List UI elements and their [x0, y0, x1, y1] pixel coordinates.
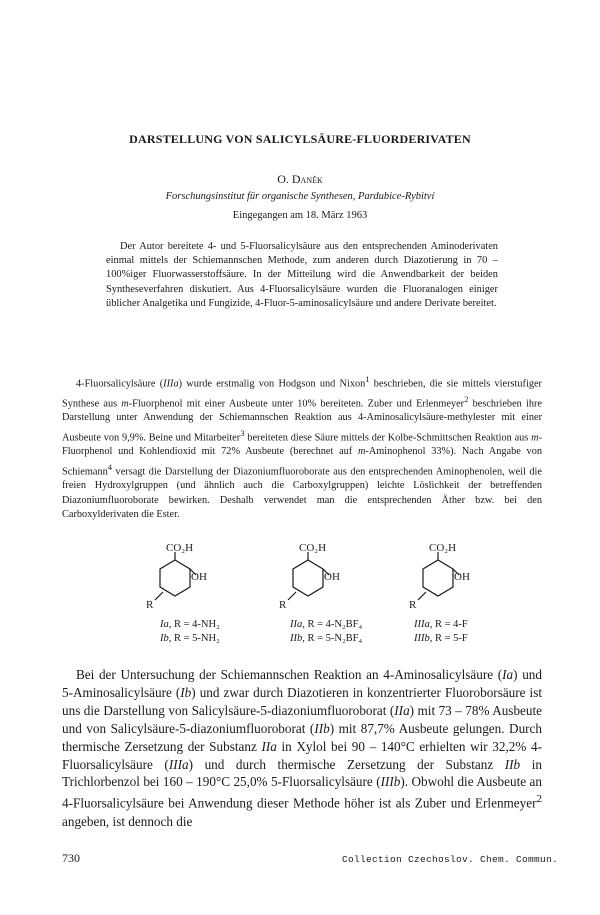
author-initial: O. [277, 172, 289, 186]
carboxyl-label: CO₂H [166, 542, 194, 554]
substituent-label: R [409, 599, 417, 611]
author-line [0, 172, 600, 187]
affiliation: Forschungsinstitut für organische Synthesen, Pardubice-Rybitví [165, 191, 435, 202]
page-number: 730 [62, 851, 80, 865]
carboxyl-label: CO₂H [299, 542, 327, 554]
author-surname: Daněk [291, 172, 323, 186]
hydroxyl-label: OH [191, 571, 207, 583]
structure-I [146, 542, 270, 614]
structure-III [409, 542, 533, 614]
structure-III-captions: IIIa, R = 4-F IIIb, R = 5-F [414, 619, 468, 644]
body-paragraph: Bei der Untersuchung der Schiemannschen Reaktion an 4-Aminosalicylsäure (Ia) und 5-Aminosalicylsäure (Ib) und zwar durch Diazotieren in konzentrierter Fluoroborsäure ist uns die Darstellung von Salicylsäure-5-diazoniumfluoroborat (IIa) mit 73 – 78% Ausbeute und von Salicylsäure-5-diazoniumfluoroborat (IIb) mit 87,7% Ausbeute gelungen. Durch thermische Zersetzung der Substanz IIa in Xylol bei 90 – 140°C erhielten wir 32,2% 4-Fluorsalicylsäure (IIIa) und durch thermische Zersetzung der Substanz IIb in Trichlorbenzol bei 160 – 190°C 25,0% 5-Fluorsalicylsäure (IIIb). Obwohl die Ausbeute an 4-Fluorsalicylsäure bei Anwendung dieser Methode höher ist als Zuber und Erlenmeyer$^2$ angeben, ist dennoch die [62, 667, 543, 829]
hydroxyl-label: OH [324, 571, 340, 583]
substituent-label: R [279, 599, 287, 611]
hydroxyl-label: OH [454, 571, 470, 583]
received-date: Eingegangen am 18. März 1963 [232, 210, 368, 221]
substituent-label: R [146, 599, 154, 611]
intro-paragraph: 4-Fluorsalicylsäure (IIIa) wurde erstmalig von Hodgson und Nixon$^1$ beschrieben, die sie mittels vierstufiger Synthese aus m-Fluorphenol mit einer Ausbeute unter 10% bereiteten. Zuber und Erlenmeyer$^2$ beschrieben ihre Darstellung unter Anwendung der Schiemannschen Reaktion aus 4-Aminosalicylsäure-methylester mit einer Ausbeute von 9,9%. Beine und Mitarbeiter$^3$ bereiteten diese Säure mittels der Kolbe-Schmittschen Reaktion aus m-Fluorphenol und Kohlendioxid mit 72% Ausbeute (berechnet auf m-Aminophenol 33%). Nach Angabe von Schiemann$^4$ versagt die Darstellung der Diazoniumfluoroborate aus den entsprechenden Aminophenolen, weil die freien Hydroxylgruppen (und ähnlich auch die Carboxylgruppen) leichte Löslichkeit der betreffenden Diazoniumfluoroborate bewirken. Deshalb verwendet man die entsprechenden Äther bzw. bei den Carboxylderivaten die Ester. [62, 374, 543, 521]
abstract: Der Autor bereitete 4- und 5-Fluorsalicylsäure aus den entsprechenden Aminoderivaten einmal mittels der Schiemannschen Methode, zum anderen durch Diazotierung in 70 – 100%iger Fluorwasserstoffsäure. In der Mitteilung wird die Anwendbarkeit der beiden Syntheseverfahren diskutiert. Aus 4-Fluorsalicylsäure wurden die Fluoranalogen einiger üblicher Analgetika und Fungizide, 4-Fluor-5-aminosalicylsäure und andere Derivate bereitet. [106, 241, 498, 309]
journal-name: Collection Czechoslov. Chem. Commun. [341, 854, 558, 865]
structure-II [279, 542, 403, 614]
structure-II-captions: IIa, R = 4-N₂BF₄ IIb, R = 5-N₂BF₄ [290, 619, 363, 644]
paper-title: DARSTELLUNG VON SALICYLSÄURE-FLUORDERIVATEN [129, 132, 471, 146]
structure-I-captions: Ia, R = 4-NH₂ Ib, R = 5-NH₂ [160, 619, 220, 644]
carboxyl-label: CO₂H [429, 542, 457, 554]
